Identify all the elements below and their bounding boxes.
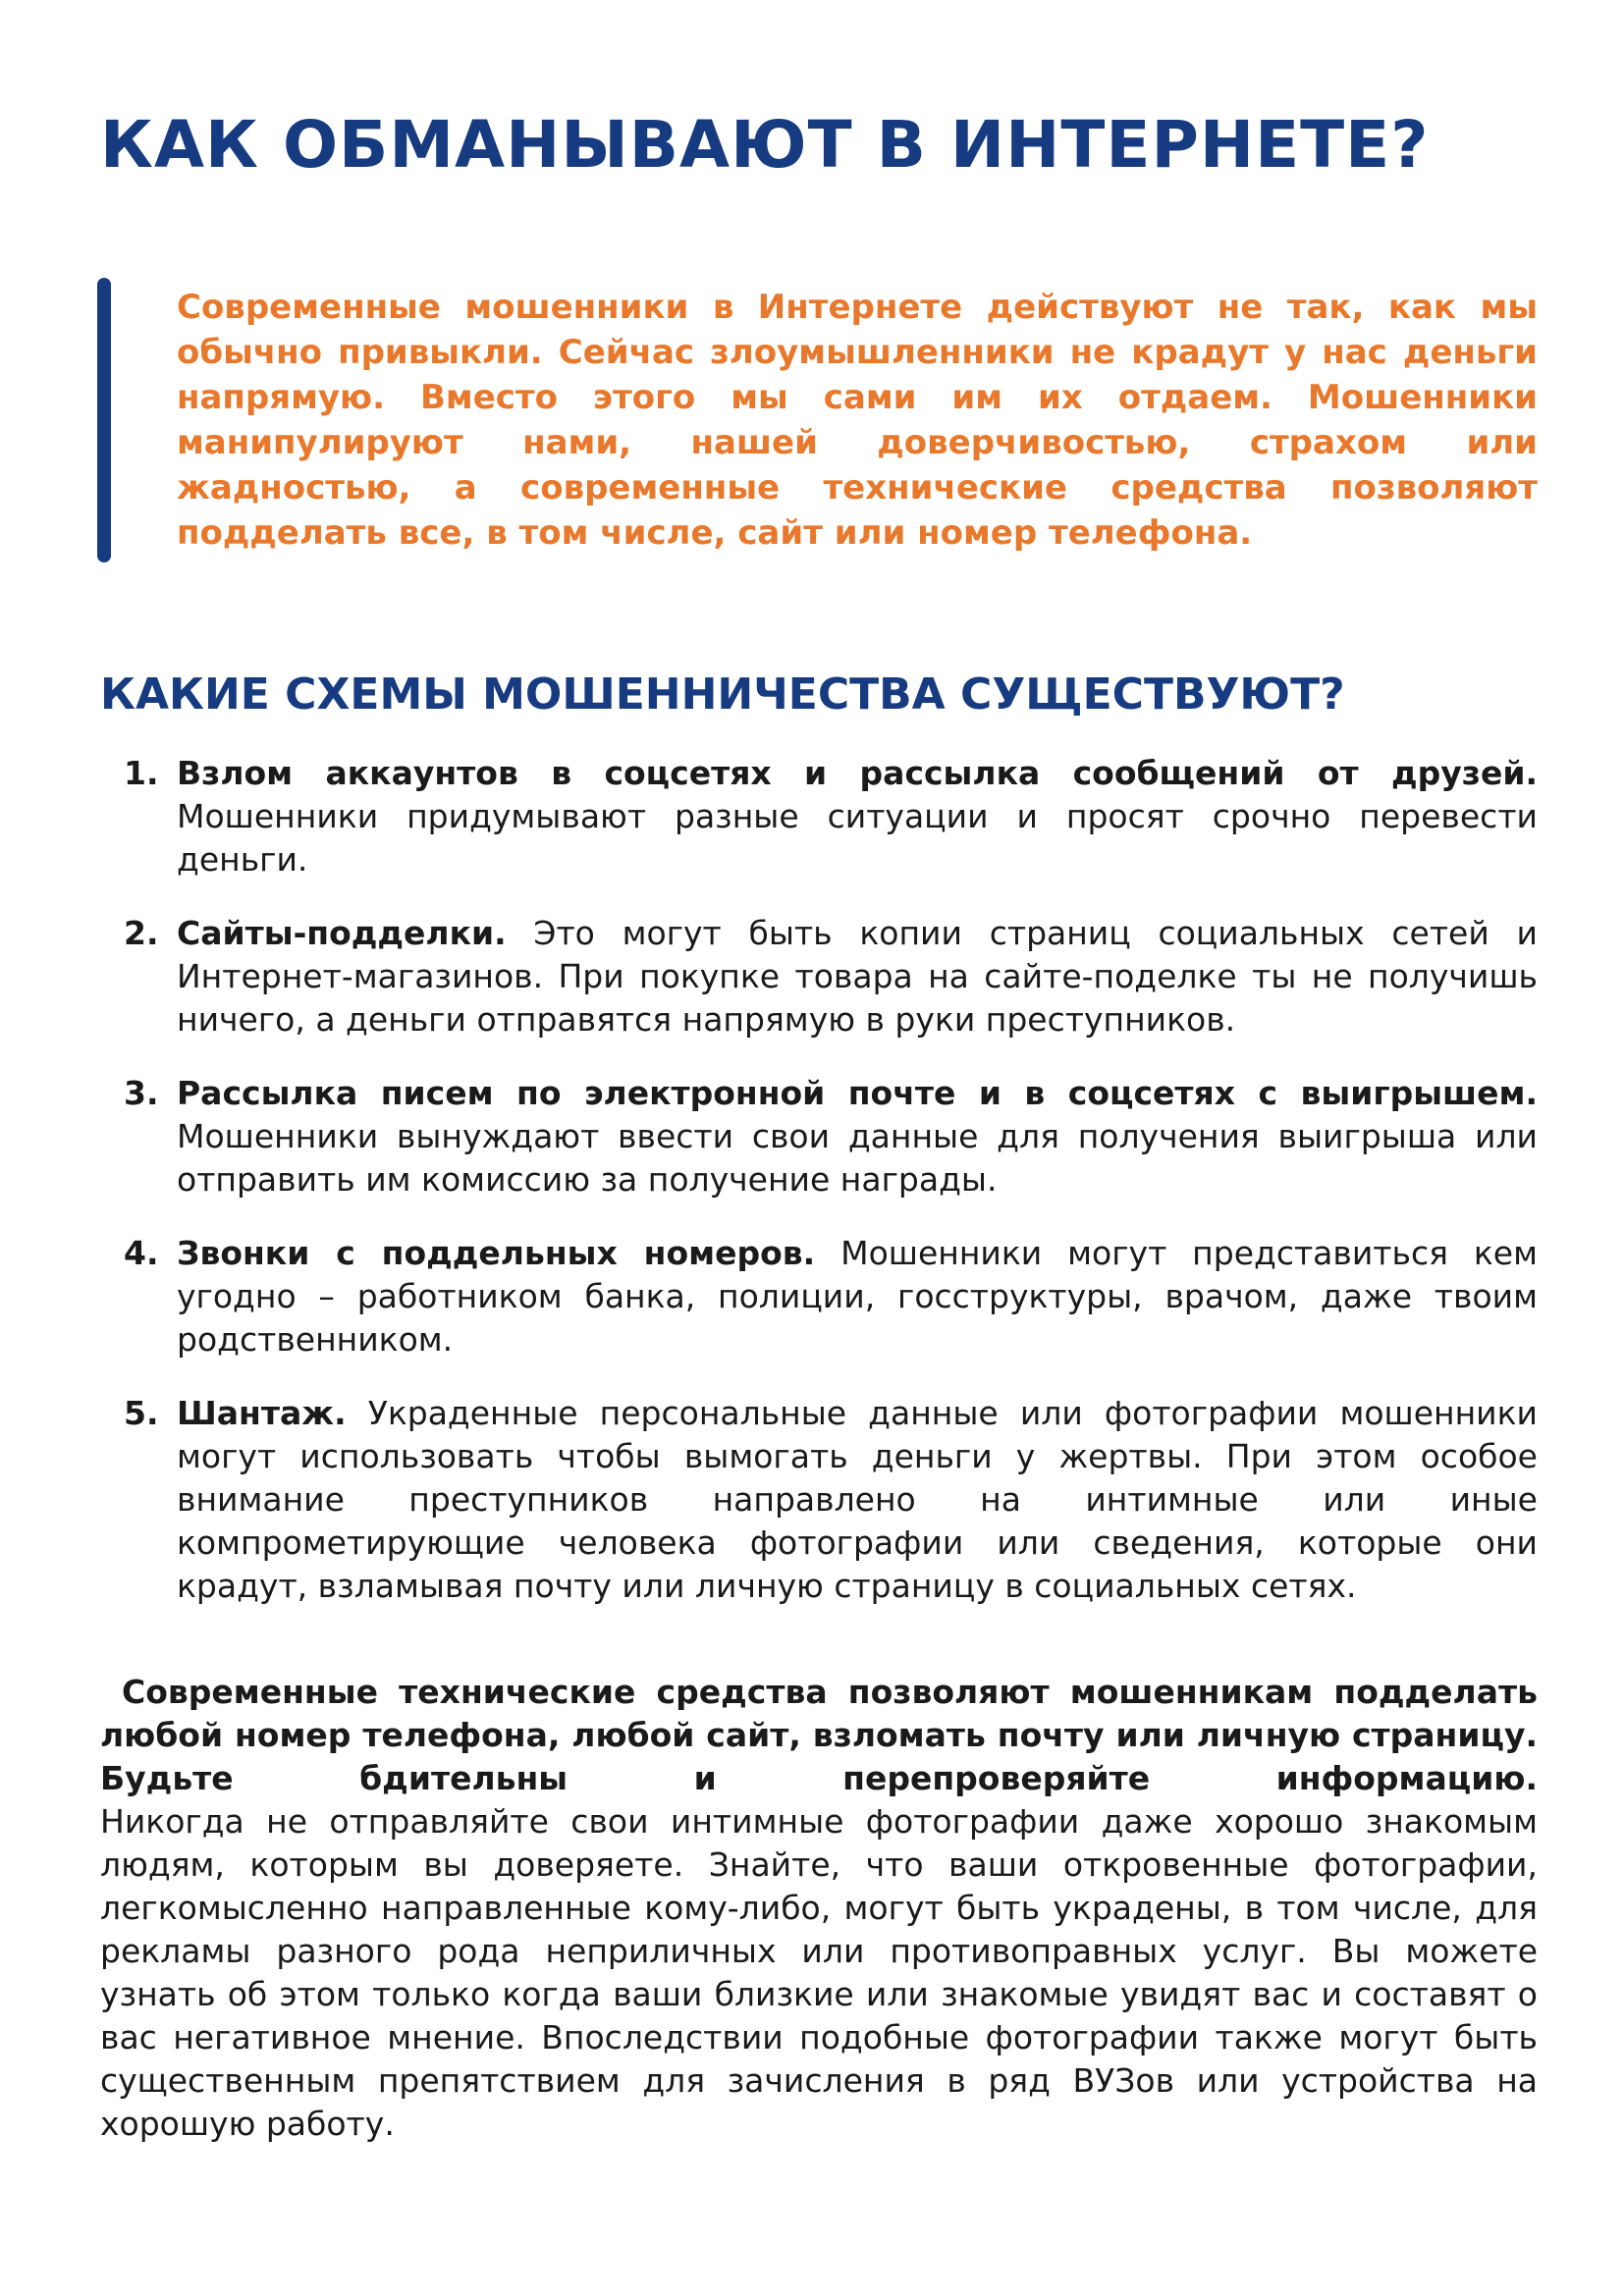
intro-paragraph: Современные мошенники в Интернете действуют не так, как мы обычно привыкли. Сейчас злоумышленники не крадут у нас деньги напрямую. Вместо этого мы сами им их отдаем. Мошенники манипулируют нами, нашей доверчивостью, страхом или жадностью, а современные технические средства позволяют подделать все, в том числе, сайт или номер телефона. [177, 288, 1538, 553]
scheme-title: Сайты-подделки. [177, 914, 507, 952]
scheme-number: 1. [124, 754, 159, 792]
scheme-text: Мошенники придумывают разные ситуации и просят срочно перевести деньги. [177, 797, 1538, 879]
scheme-number: 4. [124, 1234, 159, 1272]
closing-paragraph: Никогда не отправляйте свои интимные фотографии даже хорошо знакомым людям, которым вы доверяете. Знайте, что ваши откровенные фотографии, легкомысленно направленные кому-либо, могут быть украдены, в том числе, для рекламы разного рода неприличных или противоправных услуг. Вы можете узнать об этом только когда ваши близкие или знакомые увидят вас и составят о вас негативное мнение. Впоследствии подобные фотографии также могут быть существенным препятствием для зачисления в ряд ВУЗов или устройства на хорошую работу. [100, 1802, 1538, 2143]
intro-accent-bar [97, 278, 111, 562]
closing-warning: Современные технические средства позволяют мошенникам подделать любой номер телефона, любой сайт, взломать почту или личную страницу. Будьте бдительны и перепроверяйте информацию. [100, 1673, 1538, 1797]
scheme-item [100, 1232, 1538, 1362]
scheme-item [100, 1072, 1538, 1201]
scheme-title: Шантаж. [177, 1394, 347, 1432]
scheme-title: Рассылка писем по электронной почте и в соцсетях с выигрышем. [177, 1074, 1538, 1112]
scheme-item [100, 752, 1538, 881]
scheme-text: Мошенники вынуждают ввести свои данные для получения выигрыша или отправить им комиссию за получение награды. [177, 1117, 1538, 1199]
closing-section [100, 1671, 1538, 2146]
scheme-number: 3. [124, 1074, 159, 1112]
page-title: КАК ОБМАНЫВАЮТ В ИНТЕРНЕТЕ? [100, 107, 1430, 183]
scheme-item [100, 1392, 1538, 1608]
scheme-text: Мошенники могут представиться кем угодно – работником банка, полиции, госструктуры, врачом, даже твоим родственником. [177, 1234, 1538, 1359]
scheme-number: 5. [124, 1394, 159, 1432]
scheme-title: Звонки с поддельных номеров. [177, 1234, 816, 1272]
scheme-text: Это могут быть копии страниц социальных сетей и Интернет-магазинов. При покупке товара на сайте-поделке ты не получишь ничего, а деньги отправятся напрямую в руки преступников. [177, 914, 1538, 1039]
schemes-list [100, 752, 1538, 1638]
schemes-heading: КАКИЕ СХЕМЫ МОШЕННИЧЕСТВА СУЩЕСТВУЮТ? [100, 669, 1345, 720]
scheme-item [100, 912, 1538, 1041]
scheme-number: 2. [124, 914, 159, 952]
scheme-title: Взлом аккаунтов в соцсетях и рассылка сообщений от друзей. [177, 754, 1538, 792]
scheme-text: Украденные персональные данные или фотографии мошенники могут использовать чтобы вымогать деньги у жертвы. При этом особое внимание преступников направлено на интимные или иные компрометирующие человека фотографии или сведения, которые они крадут, взламывая почту или личную страницу в социальных сетях. [177, 1394, 1538, 1605]
